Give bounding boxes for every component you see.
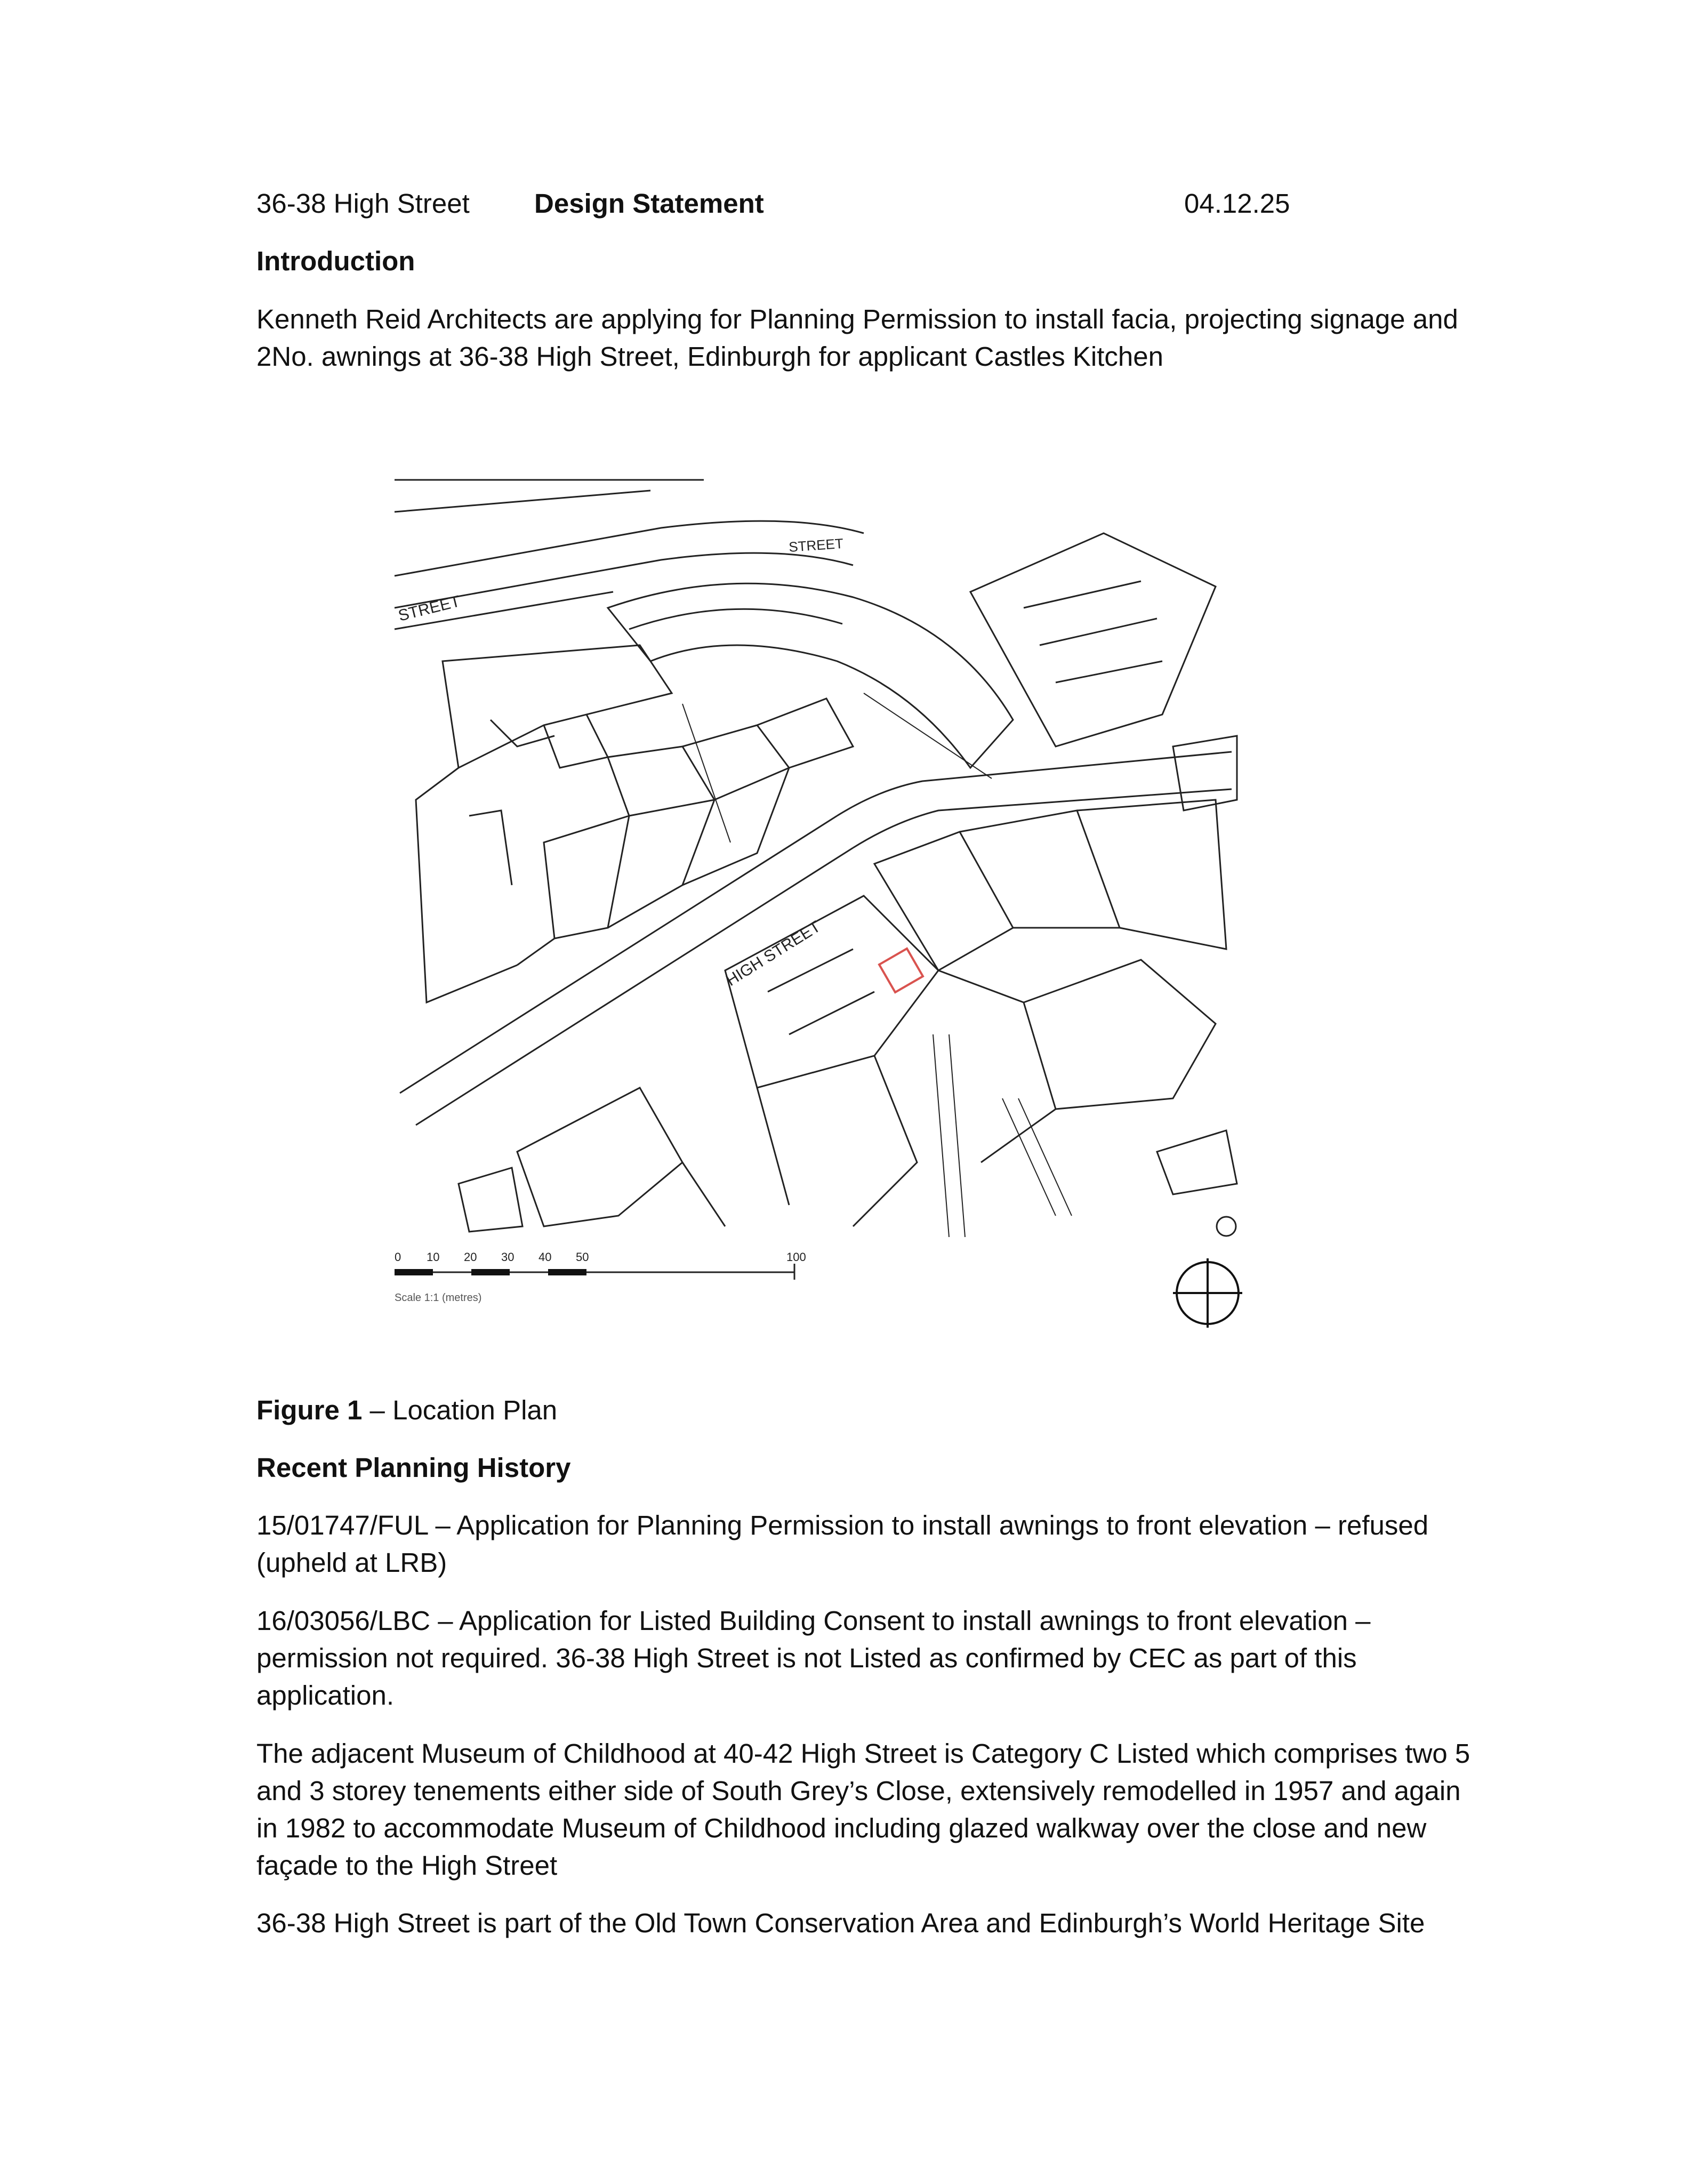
map-street-edge: [395, 553, 853, 608]
scale-tick-label: 20: [464, 1250, 477, 1264]
map-street-edge: [395, 491, 650, 512]
history-heading: Recent Planning History: [256, 1452, 571, 1483]
map-block: [853, 1056, 917, 1226]
history-line: permission not required. 36-38 High Street is not Listed as confirmed by CEC as part of this: [256, 1643, 1357, 1673]
map-feature: [1217, 1217, 1236, 1236]
map-block: [1077, 800, 1226, 949]
map-block: [960, 810, 1120, 928]
header-doc-title: Design Statement: [534, 188, 764, 219]
map-block: [629, 609, 842, 629]
introduction-line: 2No. awnings at 36-38 High Street, Edinburgh for applicant Castles Kitchen: [256, 341, 1163, 372]
map-block: [938, 970, 1056, 1162]
history-item: [256, 1735, 1470, 1884]
map-block: [682, 1162, 725, 1226]
map-block: [517, 1088, 682, 1226]
history-line: and 3 storey tenements either side of South Grey’s Close, extensively remodelled in 1957 and again: [256, 1776, 1461, 1806]
map-block: [725, 896, 938, 1088]
map-block: [443, 645, 672, 768]
map-street-edge: [837, 752, 1232, 816]
scale-tick-label: 50: [576, 1250, 589, 1264]
map-close: [864, 693, 992, 778]
map-close: [949, 1034, 965, 1237]
map-street-edge: [416, 848, 853, 1125]
header-date: 04.12.25: [1184, 188, 1290, 219]
history-line: in 1982 to accommodate Museum of Childhood including glazed walkway over the close and new: [256, 1813, 1427, 1843]
scale-bar-segment: [395, 1269, 433, 1275]
history-item: [256, 1905, 1461, 1942]
map-block: [1024, 960, 1216, 1109]
map-street-edge: [853, 789, 1232, 848]
map-block: [682, 768, 789, 885]
map-block: [416, 768, 517, 1002]
map-block: [517, 816, 629, 965]
scale-bar-segment: [471, 1269, 510, 1275]
map-close: [1002, 1098, 1056, 1216]
scale-tick-label: 0: [395, 1250, 401, 1264]
figure-caption: [256, 1392, 557, 1429]
map-block: [608, 583, 1013, 768]
map-block: [459, 1168, 523, 1232]
introduction-paragraph: [256, 301, 1461, 375]
scale-tick-label: 40: [538, 1250, 552, 1264]
history-item: [256, 1602, 1461, 1714]
history-line: application.: [256, 1680, 395, 1711]
scale-bar-segment: [548, 1269, 586, 1275]
compass-icon: [1173, 1258, 1242, 1328]
figure-label: Figure 1: [256, 1395, 363, 1425]
map-block: [757, 698, 853, 768]
map-block: [757, 1088, 789, 1205]
scale-tick-label: 100: [786, 1250, 806, 1264]
header-address: 36-38 High Street: [256, 188, 470, 219]
map-block: [1173, 736, 1237, 810]
map-block: [1056, 661, 1162, 682]
map-block: [544, 816, 629, 938]
map-block: [1024, 581, 1141, 608]
map-block: [469, 810, 512, 885]
map-close: [933, 1034, 949, 1237]
history-line: 36-38 High Street is part of the Old Town Conservation Area and Edinburgh’s World Heritage Site: [256, 1908, 1425, 1938]
map-block: [608, 800, 714, 928]
introduction-line: Kenneth Reid Architects are applying for Planning Permission to install facia, projecting signage and: [256, 304, 1458, 334]
figure-caption-text: – Location Plan: [362, 1395, 558, 1425]
scale-caption: Scale 1:1 (metres): [395, 1292, 482, 1304]
map-block: [1157, 1130, 1237, 1194]
map-block: [1040, 619, 1157, 645]
history-line: façade to the High Street: [256, 1850, 558, 1881]
map-block: [682, 725, 789, 800]
location-plan-map: [384, 469, 1242, 1333]
introduction-heading: Introduction: [256, 246, 415, 276]
site-outline: [879, 949, 923, 992]
map-block: [970, 533, 1216, 746]
history-item: [256, 1507, 1461, 1581]
scale-tick-label: 30: [501, 1250, 515, 1264]
map-street-label: STREET: [396, 592, 462, 625]
scale-bar: [395, 1250, 806, 1304]
map-block: [491, 720, 554, 746]
map-block: [608, 746, 714, 816]
history-line: 15/01747/FUL – Application for Planning Permission to install awnings to front elevation – refused: [256, 1510, 1429, 1540]
map-block: [789, 992, 874, 1034]
history-line: (upheld at LRB): [256, 1547, 447, 1578]
scale-tick-label: 10: [427, 1250, 440, 1264]
map-street-label: STREET: [788, 535, 844, 555]
map-street-label: HIGH STREET: [723, 918, 824, 990]
history-line: The adjacent Museum of Childhood at 40-42 High Street is Category C Listed which comprises two 5: [256, 1738, 1470, 1769]
history-line: 16/03056/LBC – Application for Listed Building Consent to install awnings to front elevation –: [256, 1605, 1371, 1636]
location-plan-drawing: [384, 469, 1242, 1333]
map-block: [874, 832, 1013, 970]
